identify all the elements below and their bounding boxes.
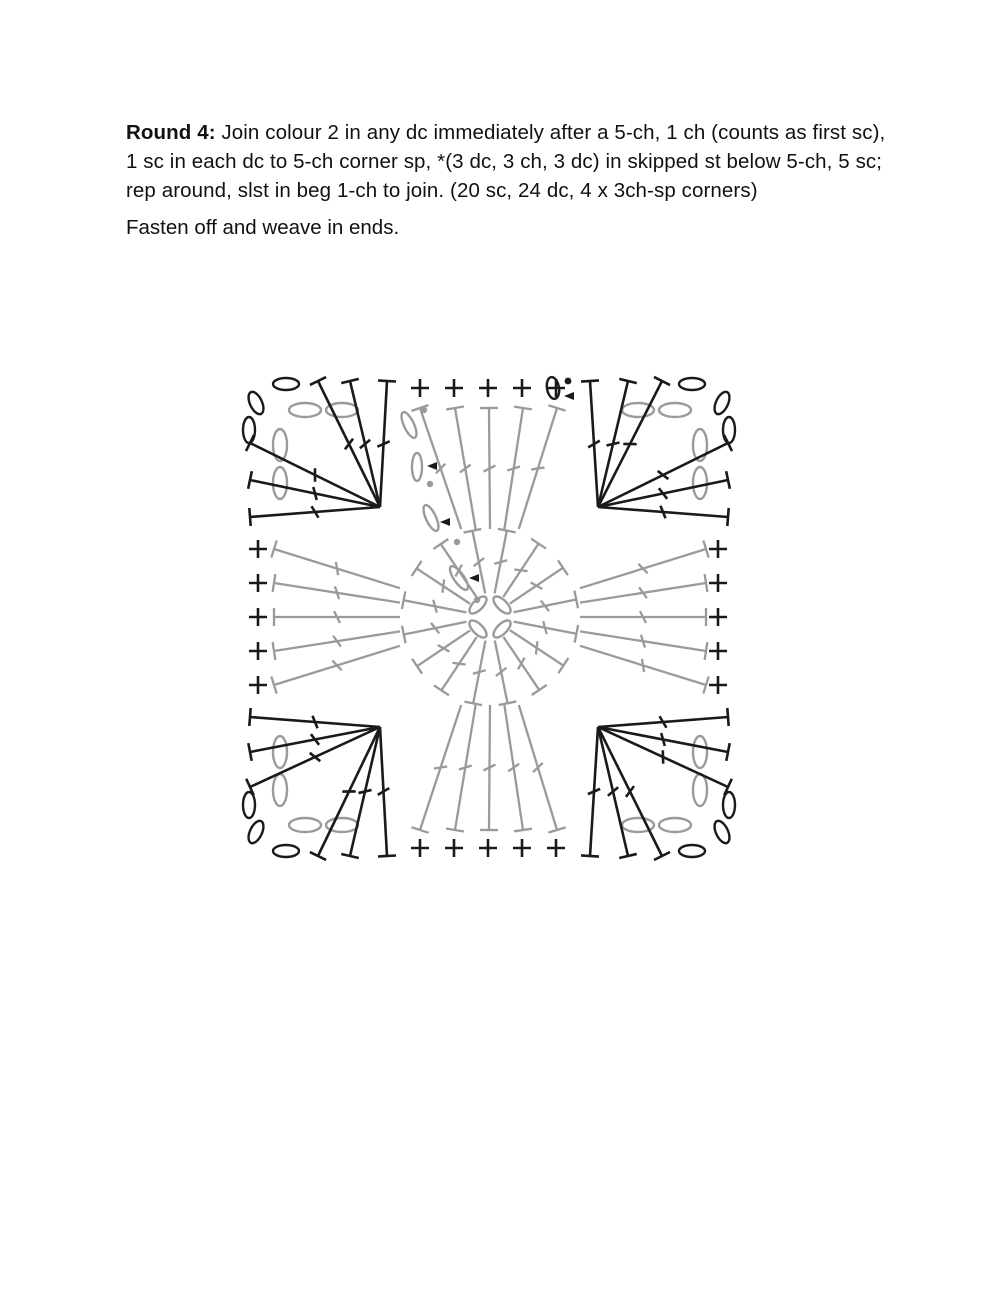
round-4-sc-bottom	[513, 839, 531, 857]
round-4-corner-dc	[598, 506, 729, 526]
corner-chain-loop	[289, 403, 321, 417]
round-4-sc-left	[249, 676, 267, 694]
round-4-corner-chain	[243, 792, 255, 818]
round-4-corner-dc	[249, 708, 380, 728]
round-4-corner-chain	[711, 819, 732, 846]
round-3-dc-right	[580, 646, 709, 694]
round-3-dc-right	[580, 631, 707, 659]
round-4-sc-bottom	[411, 839, 429, 857]
round-3-dc-top	[480, 408, 498, 529]
join-chain	[399, 410, 420, 440]
round-3-dc-left	[271, 540, 400, 588]
round-4-start-dot	[565, 378, 572, 385]
round-3-dc-left	[273, 631, 400, 659]
round-3-dc-top	[519, 405, 566, 529]
round-4-corner-dc	[581, 727, 600, 857]
round-4-corner-dc	[598, 708, 729, 728]
round-4-corner-dc	[581, 380, 600, 507]
round-4-sc-bottom	[445, 839, 463, 857]
round-4-corner-chain	[273, 845, 299, 857]
round-4-corner-chain	[273, 378, 299, 390]
round-2-dc	[412, 630, 470, 673]
round-4-corner-chain	[711, 390, 732, 417]
round-3-dc-bottom	[519, 705, 566, 833]
crochet-chart	[240, 370, 740, 865]
round-2-dc	[510, 560, 568, 603]
slip-stitch-mark	[421, 407, 427, 413]
corner-chain-loop	[273, 736, 287, 768]
round-4-corner-dc	[249, 506, 380, 526]
round-4-label: Round 4:	[126, 121, 216, 144]
center-ring-chain	[491, 618, 514, 641]
round-3-dc-right	[580, 608, 706, 626]
round-3-dc-bottom	[446, 705, 475, 831]
round-4-corner-chain	[723, 792, 735, 818]
round-4-corner-chain	[245, 390, 266, 417]
join-chain	[412, 453, 422, 481]
round-4-sc-bottom	[547, 839, 565, 857]
round-4-corner-dc	[310, 377, 380, 507]
round-4-sc-right	[709, 642, 727, 660]
round-4-sc-left	[249, 608, 267, 626]
round-3-dc-bottom	[480, 705, 498, 830]
round-3-dc-left	[273, 574, 400, 602]
round-4-text: Join colour 2 in any dc immediately after a 5-ch, 1 ch (counts as first sc), 1 sc in each dc to 5-ch corner sp, *(3 dc, 3 ch, 3 dc) in skipped st below 5-ch, 5 sc; rep around, slst in beg 1-ch to join. (20 sc, 24 dc, 4 x 3ch-sp corners)	[126, 121, 886, 202]
center-ring-chain	[491, 594, 514, 617]
round-3-dc-right	[580, 540, 709, 588]
round-4-sc-left	[249, 540, 267, 558]
corner-chain-loop	[273, 774, 287, 806]
finishing-instruction: Fasten off and weave in ends.	[126, 216, 400, 239]
round-3-dc-left	[271, 646, 400, 694]
round-4-sc-top	[513, 379, 531, 397]
round-4-sc-left	[249, 574, 267, 592]
round-4-sc-right	[709, 574, 727, 592]
round-4-direction-arrow	[564, 392, 574, 400]
round-4-sc-right	[709, 676, 727, 694]
round-4-corner-chain	[245, 819, 266, 846]
round-4-corner-dc	[378, 727, 396, 856]
round-4-corner-chain	[243, 417, 255, 443]
round-4-sc-left	[249, 642, 267, 660]
round-4-sc-right	[709, 608, 727, 626]
round-4-instruction	[126, 118, 886, 205]
corner-chain-loop	[273, 467, 287, 499]
round-3-dc-right	[580, 574, 707, 602]
round-4-corner-dc	[246, 435, 380, 507]
round-4-sc-top	[411, 379, 429, 397]
round-3-dc-top	[446, 406, 475, 529]
corner-chain-loop	[693, 467, 707, 499]
round-4-corner-dc	[310, 727, 380, 860]
corner-chain-loop	[659, 818, 691, 832]
corner-chain-loop	[289, 818, 321, 832]
corner-chain-loop	[659, 403, 691, 417]
corner-chain-loop	[693, 736, 707, 768]
round-2-dc	[503, 637, 546, 695]
round-4-sc-top	[445, 379, 463, 397]
round-4-corner-chain	[723, 417, 735, 443]
center-ring-chain	[467, 618, 490, 641]
join-chain	[421, 503, 442, 533]
slip-stitch-mark	[474, 597, 480, 603]
round-4-sc-right	[709, 540, 727, 558]
round-3-dc-top	[504, 407, 531, 529]
slip-stitch-mark	[427, 481, 433, 487]
round-4-corner-dc	[598, 377, 670, 507]
slip-stitch-mark	[454, 539, 460, 545]
direction-arrow	[440, 518, 450, 526]
direction-arrow	[469, 574, 479, 582]
round-3-dc-left	[274, 608, 400, 626]
round-4-corner-chain	[679, 378, 705, 390]
round-3-dc-bottom	[411, 705, 461, 833]
round-3-dc-bottom	[504, 705, 532, 831]
pattern-instructions	[126, 118, 886, 242]
round-4-sc-bottom	[479, 839, 497, 857]
corner-chain-loop	[693, 774, 707, 806]
round-4-sc-top	[479, 379, 497, 397]
round-4-corner-dc	[377, 381, 396, 507]
round-4-corner-chain	[679, 845, 705, 857]
round-4-corner-dc	[598, 727, 732, 795]
crochet-chart-svg	[240, 370, 740, 865]
direction-arrow	[427, 462, 437, 470]
